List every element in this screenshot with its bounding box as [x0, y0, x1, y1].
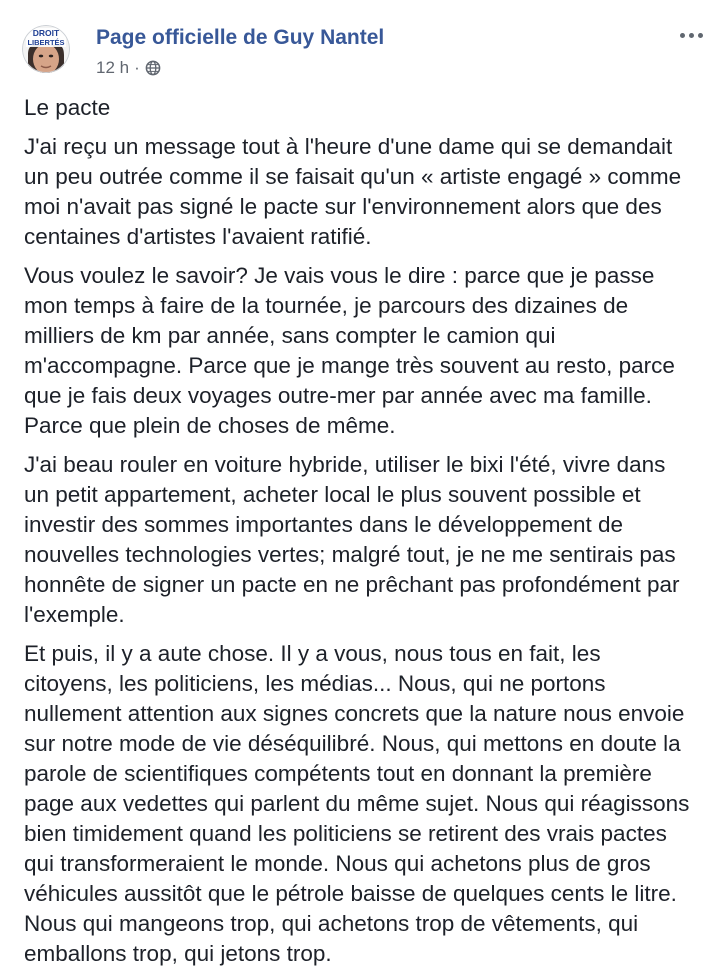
text-line: que je fais deux voyages outre-mer par année avec ma famille. [24, 383, 652, 408]
post-paragraph [24, 261, 714, 441]
text-line: nullement attention aux signes concrets que la nature nous envoie [24, 701, 685, 726]
text-line: investir des sommes importantes dans le développement de [24, 512, 624, 537]
text-line: Vous voulez le savoir? Je vais vous le dire : parce que je passe [24, 263, 655, 288]
post-timestamp-link[interactable]: 12 h [96, 58, 130, 77]
avatar-logo-text-bottom: LIBERTÉS [27, 38, 65, 47]
more-options-icon [680, 33, 685, 38]
post-title-paragraph [24, 93, 714, 123]
text-line: Le pacte [24, 95, 111, 120]
post-paragraph [24, 132, 714, 252]
text-line: véhicules aussitôt que le pétrole baisse de quelques cents le litre. [24, 881, 677, 906]
post-paragraph [24, 639, 714, 969]
text-line: J'ai beau rouler en voiture hybride, utiliser le bixi l'été, vivre dans [24, 452, 666, 477]
text-line: nouvelles technologies vertes; malgré tout, je ne me sentirais pas [24, 542, 676, 567]
globe-icon [145, 60, 161, 76]
text-line: qui transformeraient le monde. Nous qui achetons plus de gros [24, 851, 651, 876]
text-line: un petit appartement, acheter local le plus souvent possible et [24, 482, 641, 507]
avatar-image [22, 25, 70, 73]
text-line: Et puis, il y a aute chose. Il y a vous, nous tous en fait, les [24, 641, 601, 666]
text-line: mon temps à faire de la tournée, je parcours des dizaines de [24, 293, 629, 318]
text-line: un peu outrée comme il se faisait qu'un « artiste engagé » comme [24, 164, 682, 189]
more-options-button[interactable] [674, 25, 708, 45]
text-line: moi n'avait pas signé le pacte sur l'environnement alors que des [24, 194, 662, 219]
text-line: Parce que plein de choses de même. [24, 413, 396, 438]
post-text [24, 93, 714, 969]
text-line: citoyens, les politiciens, les médias... Nous, qui ne portons [24, 671, 606, 696]
text-line: bien timidement quand les politiciens se retirent des vrais pactes [24, 821, 667, 846]
text-line: parole de scientifiques compétents tout en donnant la première [24, 761, 652, 786]
text-line: emballons trop, qui jetons trop. [24, 941, 332, 966]
text-line: milliers de km par année, sans compter le camion qui [24, 323, 556, 348]
text-line: honnête de signer un pacte en ne prêchant pas profondément par [24, 572, 680, 597]
text-line: sur notre mode de vie déséquilibré. Nous, qui mettons en doute la [24, 731, 681, 756]
more-options-icon [698, 33, 703, 38]
text-line: page aux vedettes qui parlent du même sujet. Nous qui réagissons [24, 791, 690, 816]
text-line: centaines d'artistes l'avaient ratifié. [24, 224, 372, 249]
text-line: Nous qui mangeons trop, qui achetons trop de vêtements, qui [24, 911, 639, 936]
page-avatar[interactable] [22, 25, 70, 73]
meta-separator: · [134, 58, 140, 77]
text-line: m'accompagne. Parce que je mange très souvent au resto, parce [24, 353, 675, 378]
avatar-logo-text-top: DROIT [32, 28, 60, 38]
text-line: J'ai reçu un message tout à l'heure d'une dame qui se demandait [24, 134, 673, 159]
post-meta [96, 57, 161, 79]
page-name-link[interactable]: Page officielle de Guy Nantel [96, 26, 385, 49]
text-line: l'exemple. [24, 602, 125, 627]
more-options-icon [689, 33, 694, 38]
post-paragraph [24, 450, 714, 630]
